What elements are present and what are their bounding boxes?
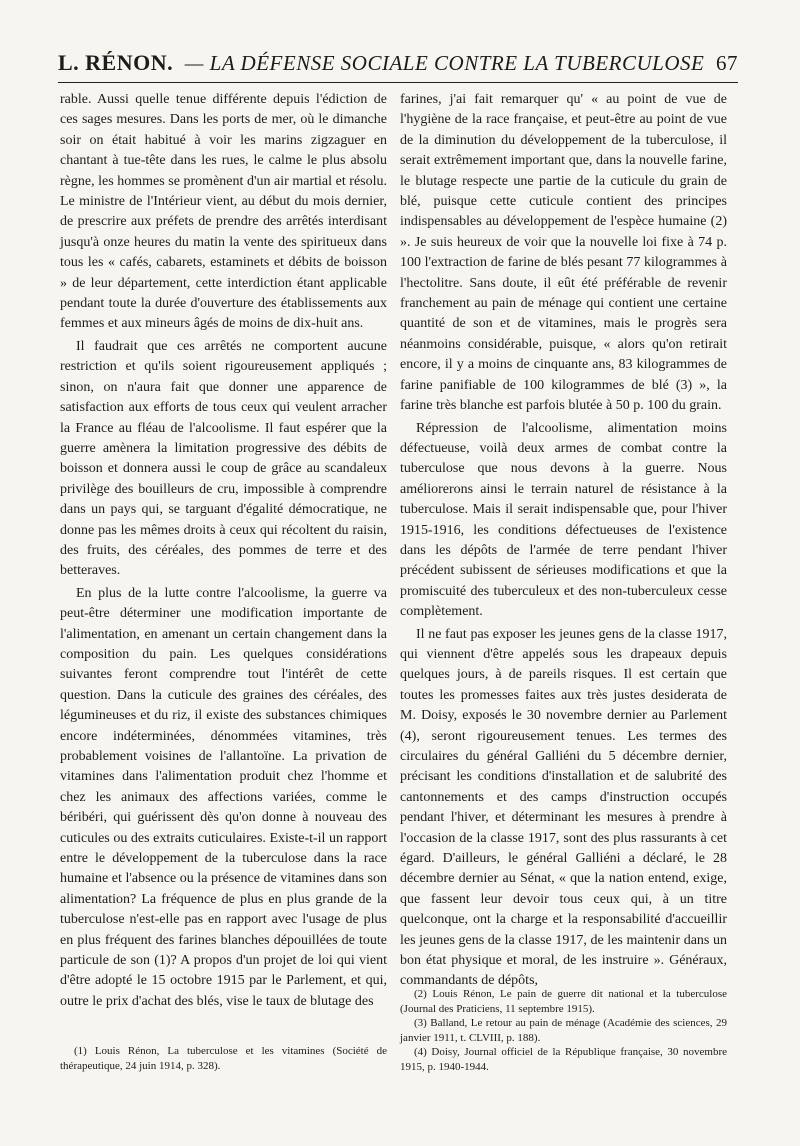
footnotes-right [400,987,727,1074]
footnotes-left [60,1044,387,1073]
paragraph: rable. Aussi quelle tenue différente depuis l'édiction de ces sages mesures. Dans les ports de mer, où le dimanche soir on était habitué à voir les marins zigzaguer en chantant à tue-tête dans les rues, le calme le plus absolu règne, les hommes se promènent d'un air martial et résolu. Le ministre de l'Intérieur vient, au début du mois dernier, de prescrire aux préfets de prendre des arrêtés interdisant jusqu'à onze heures du matin la vente des spiritueux dans tous les « cafés, cabarets, estaminets et débits de boisson » de leur département, cette interdiction étant applicable pendant toute la durée d'ouverture des établissements aux femmes et aux mineurs âgés de moins de dix-huit ans. [60,92,387,332]
header-author: L. RÉNON. [58,50,174,75]
footnote: (3) Balland, Le retour au pain de ménage (Académie des sciences, 29 janvier 1911, t. CLVIII, p. 188). [400,1017,727,1044]
paragraph: Répression de l'alcoolisme, alimentation moins défectueuse, voilà deux armes de combat contre la tuberculose que nous devons à la guerre. Nous améliorerons ainsi le terrain naturel de résistance à la tuberculose. Mais il serait indispensable que, pour l'hiver 1915-1916, les conditions défectueuses de l'existence dans les dépôts de l'armée de terre pendant l'hiver précédent subissent de sérieuses modifications et que la promiscuité des tuberculeux et des non-tuberculeux cesse complètement. [400,420,727,620]
page-number: 67 [715,51,738,75]
paragraph: Il ne faut pas exposer les jeunes gens de la classe 1917, qui viennent d'être appelés sous les drapeaux depuis quelques jours, à de pareils risques. Il est certain que toutes les promesses faites aux très justes desiderata de M. Doisy, exposés le 30 novembre dernier au Parlement (4), seront rigoureusement tenues. Les termes des circulaires du général Galliéni du 5 décembre dernier, précisant les conditions d'installation et de salubrité des cantonnements et des camps d'instruction occupés pendant l'hiver, et déterminant les mesures à prendre à l'occasion de la classe 1917, sont des plus rassurants à cet égard. D'ailleurs, le général Galliéni a déclaré, le 28 décembre dernier au Sénat, « que la nation entend, exige, que fassent leur devoir tous ceux qui, à un titre quelconque, ont la charge et la responsabilité d'accueillir les jeunes gens de la classe 1917, de les maintenir dans un bon état physique et moral, de les instruire ». Généraux, commandants de dépôts, [400,626,727,989]
paragraph: Il faudrait que ces arrêtés ne comportent aucune restriction et qu'ils soient rigoureusement appliqués ; sinon, on n'aura fait que donner une apparence de satisfaction aux efforts de tous ceux qui veulent arracher la France au fléau de l'alcoolisme. Il faut espérer que la guerre amènera la limitation progressive des débits de boisson et donnera aussi le coup de grâce au scandaleux privilège des bouilleurs de cru, impossible à comprendre dans un pays qui, se targuant d'égalité démocratique, ne donne pas les mêmes droits à ceux qui récoltent du raisin, des fruits, des céréales, des pommes de terre et des betteraves. [60,338,387,579]
right-column [400,90,727,992]
header-title: — LA DÉFENSE SOCIALE CONTRE LA TUBERCULOSE [184,51,705,75]
running-header [58,50,738,83]
paragraph: farines, j'ai fait remarquer qu' « au point de vue de l'hygiène de la race française, et peut-être au point de vue de la diminution du développement de la tuberculose, il serait extrêmement important que, dans la nouvelle farine, le blutage respecte une partie de la cuticule du grain de blé, puisque cette cuticule contient des principes indispensables au développement de l'espèce humaine (2) ». Je suis heureux de voir que la nouvelle loi fixe à 74 p. 100 l'extraction de farine de blés pesant 77 kilogrammes à l'hectolitre. Sans doute, il eût été préférable de revenir franchement au pain de ménage qui contient une certaine quantité de son et de vitamines, mais le progrès sera néanmoins considérable, puisque, « alors qu'on retirait encore, il y a moins de cinquante ans, 83 kilogrammes de farine panifiable de 100 kilogrammes de blé (3) », la farine très blanche est parfois blutée à 50 p. 100 du grain. [400,92,727,414]
paragraph: En plus de la lutte contre l'alcoolisme, la guerre va peut-être déterminer une modification importante de l'alimentation, en amenant un certain changement dans la composition du pain. Les quelques considérations suivantes feront comprendre tout l'intérêt de cette question. Dans la cuticule des graines des céréales, des légumineuses et du riz, il existe des substances chimiques encore indéterminées, dénommées vitamines, très probablement voisines de l'allantoïne. La privation de vitamines dans l'alimentation produit chez l'homme et chez les animaux des affections variées, comme le béribéri, qui guérissent dès qu'on donne à nouveau des cuticules ou des extraits cuticulaires. Existe-t-il un rapport entre le développement de la tuberculose dans la race humaine et l'absence ou la présence de vitamines dans son alimentation? La fréquence de plus en plus grande de la tuberculose n'est-elle pas en rapport avec l'usage de plus en plus fréquent des farines blanches dépouillées de toute particule de son (1)? A propos d'un projet de loi qui vient d'être adopté le 15 octobre 1915 par le Parlement, et qui, outre le prix d'achat des blés, vise le taux de blutage des [60,585,387,1009]
footnote: (2) Louis Rénon, Le pain de guerre dit national et la tuberculose (Journal des Praticiens, 11 septembre 1915). [400,988,727,1015]
left-column [60,90,387,1012]
footnote: (1) Louis Rénon, La tuberculose et les vitamines (Société de thérapeutique, 24 juin 1914, p. 328). [60,1045,387,1072]
footnote: (4) Doisy, Journal officiel de la République française, 30 novembre 1915, p. 1940-1944. [400,1046,727,1073]
